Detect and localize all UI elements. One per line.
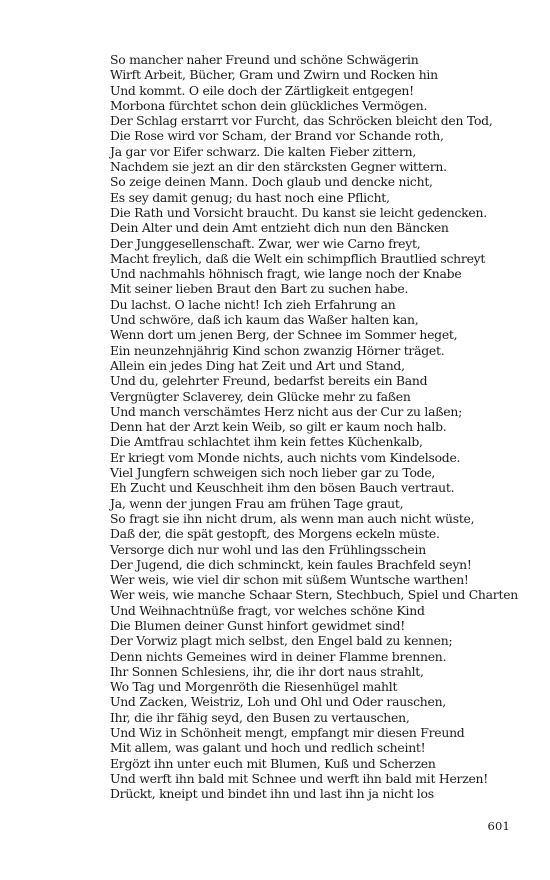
poem-line: Denn nichts Gemeines wird in deiner Flamme brennen. xyxy=(110,648,447,664)
poem-line: Drückt, kneipt und bindet ihn und last ihn ja nicht los xyxy=(110,786,434,802)
poem-line: Ja, wenn der jungen Frau am frühen Tage graut, xyxy=(110,495,404,511)
poem-line: Eh Zucht und Keuschheit ihm den bösen Bauch vertraut. xyxy=(110,480,455,496)
poem-line: Der Schlag erstarrt vor Furcht, das Schröcken bleicht den Tod, xyxy=(110,113,493,129)
poem-line: Und schwöre, daß ich kaum das Waßer halten kan, xyxy=(110,312,419,328)
poem-line: Du lachst. O lache nicht! Ich zieh Erfahrung an xyxy=(110,296,396,312)
poem-line: Und kommt. O eile doch der Zärtligkeit entgegen! xyxy=(110,82,414,98)
poem-line: Der Vorwiz plagt mich selbst, den Engel bald zu kennen; xyxy=(110,633,453,649)
poem-line: Nachdem sie jezt an dir den stärcksten Gegner wittern. xyxy=(110,159,447,175)
page-number: 601 xyxy=(487,819,510,833)
poem-line: Die Amtfrau schlachtet ihm kein fettes Küchenkalb, xyxy=(110,434,423,450)
poem-line: Mit seiner lieben Braut den Bart zu suchen habe. xyxy=(110,281,409,297)
poem-line: Ihr Sonnen Schlesiens, ihr, die ihr dort naus strahlt, xyxy=(110,663,424,679)
poem-line: Wer weis, wie viel dir schon mit süßem Wuntsche warthen! xyxy=(110,572,469,588)
poem-line: Die Rath und Vorsicht braucht. Du kanst sie leicht gedencken. xyxy=(110,204,487,220)
poem-line: Ergözt ihn unter euch mit Blumen, Kuß und Scherzen xyxy=(110,755,436,771)
poem-line: Mit allem, was galant und hoch und redlich scheint! xyxy=(110,740,426,756)
poem-line: Ihr, die ihr fähig seyd, den Busen zu vertauschen, xyxy=(110,709,410,725)
poem-text-block xyxy=(110,52,530,802)
poem-line: Der Jugend, die dich schminckt, kein faules Brachfeld seyn! xyxy=(110,556,472,572)
poem-line: Ein neunzehnjährig Kind schon zwanzig Hörner träget. xyxy=(110,342,445,358)
poem-line: Daß der, die spät gestopft, des Morgens eckeln müste. xyxy=(110,526,440,542)
poem-line: Wirft Arbeit, Bücher, Gram und Zwirn und Rocken hin xyxy=(110,67,438,83)
poem-line: Und Wiz in Schönheit mengt, empfangt mir diesen Freund xyxy=(110,725,465,741)
poem-line: Und werft ihn bald mit Schnee und werft ihn bald mit Herzen! xyxy=(110,770,489,786)
poem-line: Denn hat der Arzt kein Weib, so gilt er kaum noch halb. xyxy=(110,419,447,435)
poem-line: So fragt sie ihn nicht drum, als wenn man auch nicht wüste, xyxy=(110,510,475,526)
poem-line: Und manch verschämtes Herz nicht aus der Cur zu laßen; xyxy=(110,403,463,419)
poem-line: Die Blumen deiner Gunst hinfort gewidmet sind! xyxy=(110,617,406,633)
poem-line: Und Weihnachtnüße fragt, vor welches schöne Kind xyxy=(110,602,425,618)
poem-line: Wer weis, wie manche Schaar Stern, Stechbuch, Spiel und Charten xyxy=(110,587,519,603)
poem-line: Macht freylich, daß die Welt ein schimpflich Brautlied schreyt xyxy=(110,250,486,266)
poem-line: Die Rose wird vor Scham, der Brand vor Schande roth, xyxy=(110,128,444,144)
poem-line: Allein ein jedes Ding hat Zeit und Art und Stand, xyxy=(110,357,405,373)
poem-line: So zeige deinen Mann. Doch glaub und dencke nicht, xyxy=(110,174,433,190)
poem-line: Und du, gelehrter Freund, bedarfst bereits ein Band xyxy=(110,373,428,389)
poem-line: Versorge dich nur wohl und las den Frühlingsschein xyxy=(110,541,426,557)
poem-line: Dein Alter und dein Amt entzieht dich nun den Bäncken xyxy=(110,220,449,236)
poem-line: So mancher naher Freund und schöne Schwägerin xyxy=(110,52,419,67)
poem-line: Viel Jungfern schweigen sich noch lieber gar zu Tode, xyxy=(110,465,436,481)
poem-line: Morbona fürchtet schon dein glückliches Vermögen. xyxy=(110,97,428,113)
poem-line: Und nachmahls höhnisch fragt, wie lange noch der Knabe xyxy=(110,266,462,282)
poem-line: Es sey damit genug; du hast noch eine Pflicht, xyxy=(110,189,390,205)
poem-line: Ja gar vor Eifer schwarz. Die kalten Fieber zittern, xyxy=(110,143,417,159)
poem-line: Der Junggesellenschaft. Zwar, wer wie Carno freyt, xyxy=(110,235,421,251)
poem-line: Er kriegt vom Monde nichts, auch nichts vom Kindelsode. xyxy=(110,449,461,465)
poem-line: Wo Tag und Morgenröth die Riesenhügel mahlt xyxy=(110,679,398,695)
poem-line: Und Zacken, Weistriz, Loh und Ohl und Oder rauschen, xyxy=(110,694,446,710)
poem-line: Wenn dort um jenen Berg, der Schnee im Sommer heget, xyxy=(110,327,458,343)
poem-line: Vergnügter Sclaverey, dein Glücke mehr zu faßen xyxy=(110,388,411,404)
